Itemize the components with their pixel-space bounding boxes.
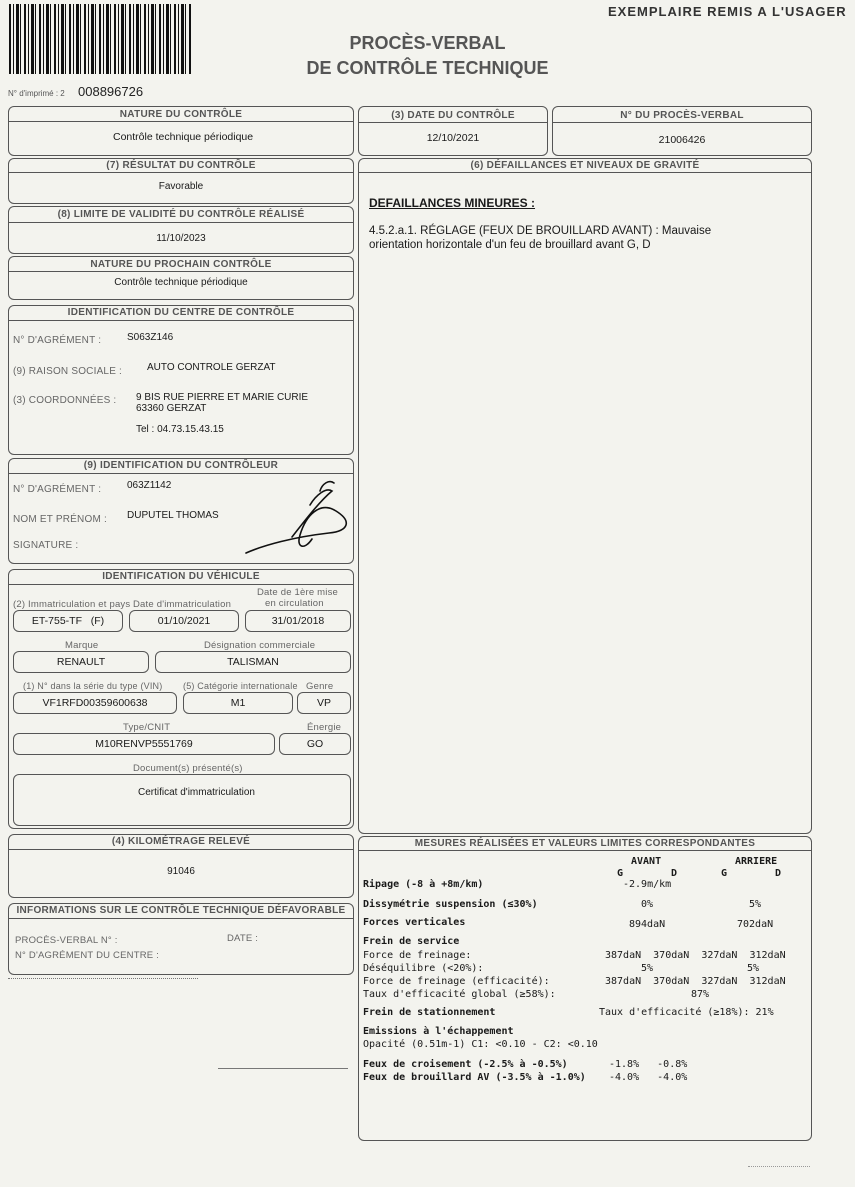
validity-title: (8) LIMITE DE VALIDITÉ DU CONTRÔLE RÉALISÉ bbox=[54, 209, 309, 220]
marque-label: Marque bbox=[65, 640, 99, 651]
copy-notice: EXEMPLAIRE REMIS A L'USAGER bbox=[608, 4, 847, 19]
next-box bbox=[8, 256, 354, 300]
vehicule-title: IDENTIFICATION DU VÉHICULE bbox=[98, 571, 264, 582]
divider bbox=[9, 271, 353, 272]
controleur-signature-label: SIGNATURE : bbox=[13, 540, 79, 551]
desequilibre-arriere: 5% bbox=[747, 963, 760, 974]
defavorable-pv-label: PROCÈS-VERBAL N° : bbox=[15, 935, 118, 946]
defaults-line2: orientation horizontale d'un feu de brouillard avant G, D bbox=[369, 239, 651, 251]
defaults-line1: 4.5.2.a.1. RÉGLAGE (FEUX DE BROUILLARD AVANT) : Mauvaise bbox=[369, 225, 712, 237]
dissym-arriere: 5% bbox=[749, 899, 762, 910]
divider bbox=[359, 172, 811, 173]
energie-field: GO bbox=[279, 733, 351, 755]
controleur-title: (9) IDENTIFICATION DU CONTRÔLEUR bbox=[80, 460, 282, 471]
energie-label: Énergie bbox=[307, 722, 342, 733]
docs-label: Document(s) présenté(s) bbox=[133, 763, 243, 774]
controleur-box bbox=[8, 458, 354, 564]
mesures-box bbox=[358, 836, 812, 1141]
centre-agrement-label: N° D'AGRÉMENT : bbox=[13, 335, 102, 346]
divider bbox=[9, 172, 353, 173]
pv-title: N° DU PROCÈS-VERBAL bbox=[616, 110, 748, 121]
pv-box bbox=[552, 106, 812, 156]
type-label: Type/CNIT bbox=[123, 722, 171, 733]
next-value: Contrôle technique périodique bbox=[114, 277, 248, 288]
immat-label: (2) Immatriculation et pays bbox=[13, 599, 131, 610]
divider bbox=[359, 850, 811, 851]
taux-label: Taux d'efficacité global (≥58%): bbox=[363, 989, 556, 1000]
mesures-title: MESURES RÉALISÉES ET VALEURS LIMITES CORRESPONDANTES bbox=[411, 838, 759, 849]
avant-g: G bbox=[617, 868, 624, 879]
km-box bbox=[8, 834, 354, 898]
centre-raison: AUTO CONTROLE GERZAT bbox=[147, 362, 276, 373]
force-eff-values: 387daN 370daN 327daN 312daN bbox=[605, 976, 786, 987]
divider bbox=[553, 122, 811, 123]
nature-box bbox=[8, 106, 354, 156]
defavorable-title: INFORMATIONS SUR LE CONTRÔLE TECHNIQUE DÉFAVORABLE bbox=[12, 905, 349, 916]
next-title: NATURE DU PROCHAIN CONTRÔLE bbox=[86, 259, 275, 270]
force-eff-label: Force de freinage (efficacité): bbox=[363, 976, 550, 987]
validity-value: 11/10/2023 bbox=[156, 233, 206, 244]
pv-value: 21006426 bbox=[658, 134, 706, 146]
printed-label: N° d'imprimé : 2 bbox=[8, 89, 65, 98]
date-value: 12/10/2021 bbox=[426, 132, 480, 144]
stationnement-value: Taux d'efficacité (≥18%): 21% bbox=[599, 1007, 774, 1018]
brouillard-label: Feux de brouillard AV (-3.5% à -1.0%) bbox=[363, 1072, 586, 1083]
centre-agrement: S063Z146 bbox=[127, 332, 174, 343]
arriere-header: ARRIERE bbox=[735, 856, 778, 867]
divider bbox=[9, 473, 353, 474]
date-box bbox=[358, 106, 548, 156]
controleur-agrement-label: N° D'AGRÉMENT : bbox=[13, 484, 102, 495]
arriere-g: G bbox=[721, 868, 728, 879]
page-title-line2: DE CONTRÔLE TECHNIQUE bbox=[306, 58, 549, 78]
forces-label: Forces verticales bbox=[363, 917, 466, 928]
ripage-label: Ripage (-8 à +8m/km) bbox=[363, 879, 484, 890]
forces-arriere: 702daN bbox=[737, 919, 774, 930]
defaults-box bbox=[358, 158, 812, 834]
centre-coord-label: (3) COORDONNÉES : bbox=[13, 395, 117, 406]
croisement-label: Feux de croisement (-2.5% à -0.5%) bbox=[363, 1059, 568, 1070]
force-freinage-label: Force de freinage: bbox=[363, 950, 472, 961]
divider bbox=[9, 121, 353, 122]
controleur-nom-label: NOM ET PRÉNOM : bbox=[13, 514, 107, 525]
premiere-field: 31/01/2018 bbox=[245, 610, 351, 632]
defavorable-agrement-label: N° D'AGRÉMENT DU CENTRE : bbox=[15, 950, 159, 961]
designation-label: Désignation commerciale bbox=[204, 640, 316, 651]
desequilibre-avant: 5% bbox=[641, 963, 654, 974]
avant-d: D bbox=[671, 868, 678, 879]
signature-image bbox=[234, 475, 359, 557]
centre-tel: Tel : 04.73.15.43.15 bbox=[136, 424, 224, 435]
date-title: (3) DATE DU CONTRÔLE bbox=[387, 110, 519, 121]
opacite-value: Opacité (0.51m-1) C1: <0.10 - C2: <0.10 bbox=[363, 1039, 598, 1050]
vehicule-box bbox=[8, 569, 354, 829]
defaults-heading: DEFAILLANCES MINEURES : bbox=[369, 196, 536, 210]
stationnement-label: Frein de stationnement bbox=[363, 1007, 496, 1018]
result-title: (7) RÉSULTAT DU CONTRÔLE bbox=[102, 160, 259, 171]
dissym-avant: 0% bbox=[641, 899, 654, 910]
page-title-line1: PROCÈS-VERBAL bbox=[349, 33, 506, 53]
centre-box bbox=[8, 305, 354, 455]
type-field: M10RENVP5551769 bbox=[13, 733, 275, 755]
divider bbox=[9, 849, 353, 850]
vin-label: (1) N° dans la série du type (VIN) bbox=[23, 681, 163, 691]
centre-addr2: 63360 GERZAT bbox=[136, 403, 207, 414]
immat-field: ET-755-TF (F) bbox=[13, 610, 123, 632]
defavorable-date-label: DATE : bbox=[227, 933, 259, 944]
controleur-nom: DUPUTEL THOMAS bbox=[127, 510, 219, 521]
ripage-value: -2.9m/km bbox=[623, 879, 672, 890]
docs-field bbox=[13, 774, 351, 826]
result-box bbox=[8, 158, 354, 204]
nature-title: NATURE DU CONTRÔLE bbox=[116, 109, 246, 120]
docs-value: Certificat d'immatriculation bbox=[138, 787, 255, 798]
centre-raison-label: (9) RAISON SOCIALE : bbox=[13, 366, 123, 377]
frein-service-label: Frein de service bbox=[363, 936, 460, 947]
categorie-field: M1 bbox=[183, 692, 293, 714]
dotted-line bbox=[8, 978, 198, 979]
validity-box bbox=[8, 206, 354, 254]
centre-addr1: 9 BIS RUE PIERRE ET MARIE CURIE bbox=[136, 392, 309, 403]
brouillard-values: -4.0% -4.0% bbox=[609, 1072, 688, 1083]
result-value: Favorable bbox=[158, 181, 204, 192]
genre-label: Genre bbox=[306, 681, 334, 692]
avant-header: AVANT bbox=[631, 856, 662, 867]
vin-field: VF1RFD00359600638 bbox=[13, 692, 177, 714]
date-immat-label: Date d'immatriculation bbox=[133, 599, 232, 610]
categorie-label: (5) Catégorie internationale bbox=[183, 681, 298, 691]
premiere-label-2: en circulation bbox=[265, 598, 324, 609]
genre-field: VP bbox=[297, 692, 351, 714]
footer-mark bbox=[748, 1166, 810, 1167]
emissions-label: Emissions à l'échappement bbox=[363, 1026, 514, 1037]
divider bbox=[9, 320, 353, 321]
divider bbox=[9, 584, 353, 585]
centre-title: IDENTIFICATION DU CENTRE DE CONTRÔLE bbox=[64, 307, 299, 318]
divider bbox=[9, 918, 353, 919]
desequilibre-label: Déséquilibre (<20%): bbox=[363, 963, 484, 974]
km-title: (4) KILOMÉTRAGE RELEVÉ bbox=[108, 836, 254, 847]
marque-field: RENAULT bbox=[13, 651, 149, 673]
controleur-agrement: 063Z1142 bbox=[127, 480, 172, 491]
underline-mark bbox=[218, 1068, 348, 1069]
dissym-label: Dissymétrie suspension (≤30%) bbox=[363, 899, 538, 910]
defaults-title: (6) DÉFAILLANCES ET NIVEAUX DE GRAVITÉ bbox=[466, 160, 703, 171]
nature-value: Contrôle technique périodique bbox=[113, 131, 254, 143]
printed-number: 008896726 bbox=[78, 84, 144, 99]
km-value: 91046 bbox=[167, 866, 195, 877]
date-immat-field: 01/10/2021 bbox=[129, 610, 239, 632]
arriere-d: D bbox=[775, 868, 782, 879]
taux-value: 87% bbox=[691, 989, 710, 1000]
defavorable-box bbox=[8, 903, 354, 975]
premiere-label-1: Date de 1ère mise bbox=[257, 587, 339, 598]
force-freinage-values: 387daN 370daN 327daN 312daN bbox=[605, 950, 786, 961]
divider bbox=[359, 122, 547, 123]
croisement-values: -1.8% -0.8% bbox=[609, 1059, 688, 1070]
forces-avant: 894daN bbox=[629, 919, 666, 930]
divider bbox=[9, 222, 353, 223]
designation-field: TALISMAN bbox=[155, 651, 351, 673]
